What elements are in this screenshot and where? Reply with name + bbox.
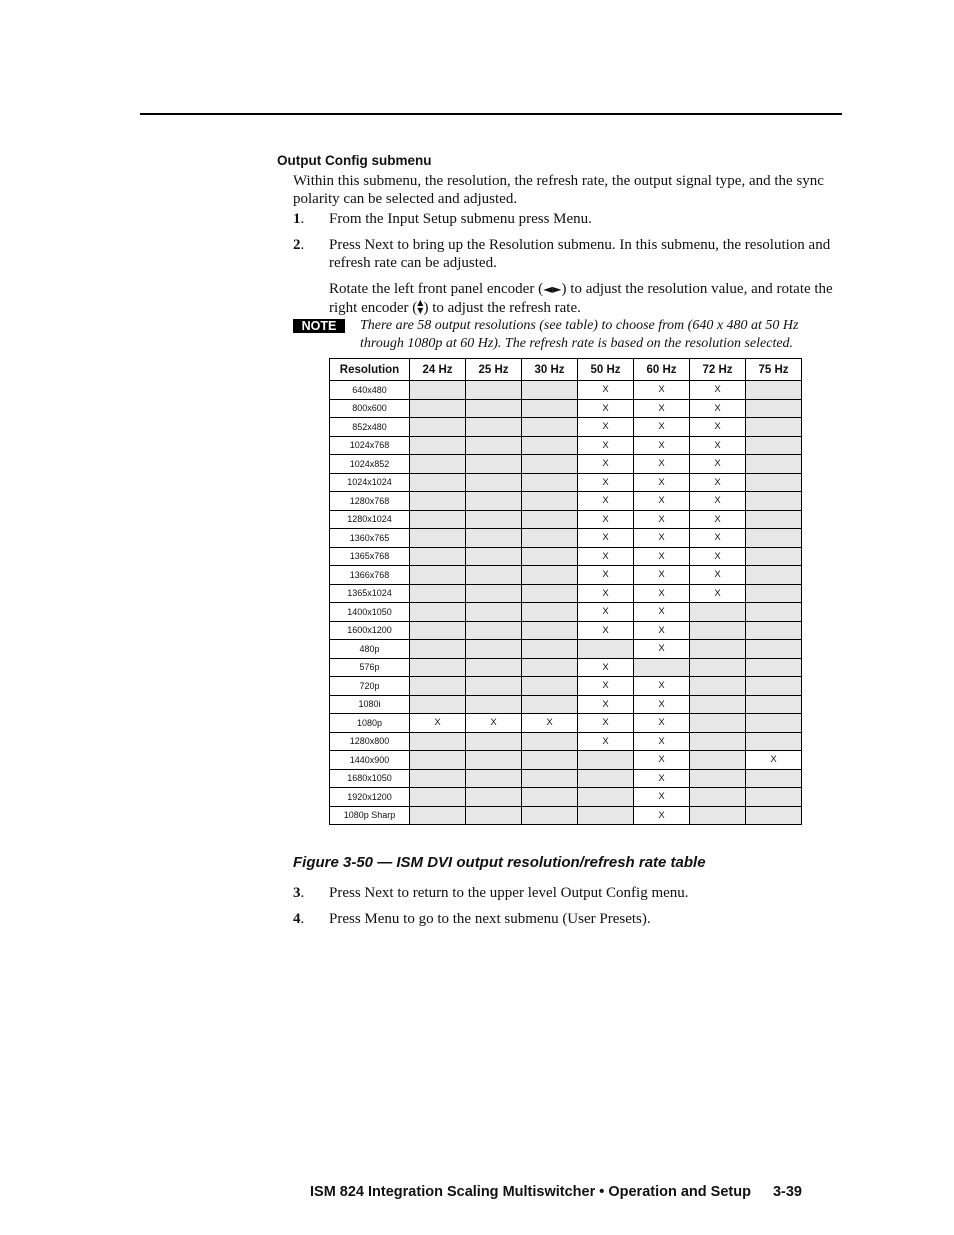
rate-cell	[466, 381, 522, 400]
rate-cell	[522, 436, 578, 455]
rate-cell	[522, 695, 578, 714]
rate-cell	[746, 510, 802, 529]
rate-cell: X	[634, 695, 690, 714]
resolution-cell: 1080i	[330, 695, 410, 714]
resolution-cell: 1440x900	[330, 751, 410, 770]
rate-cell: X	[578, 584, 634, 603]
rate-cell	[522, 751, 578, 770]
table-header-row	[330, 359, 802, 381]
rate-cell: X	[634, 455, 690, 474]
rate-cell: X	[522, 714, 578, 733]
table-row	[330, 732, 802, 751]
rate-cell	[746, 658, 802, 677]
rate-cell: X	[690, 436, 746, 455]
rate-cell: X	[634, 566, 690, 585]
rate-cell: X	[578, 455, 634, 474]
rate-cell	[466, 677, 522, 696]
table-row	[330, 603, 802, 622]
table-row	[330, 714, 802, 733]
rate-cell: X	[634, 399, 690, 418]
resolution-cell: 1024x852	[330, 455, 410, 474]
page-number: 3-39	[772, 1184, 802, 1200]
table-row	[330, 695, 802, 714]
rate-cell	[410, 732, 466, 751]
rate-cell	[746, 473, 802, 492]
header-resolution: Resolution	[330, 359, 410, 381]
rate-cell	[522, 732, 578, 751]
rate-cell: X	[634, 473, 690, 492]
table-row	[330, 455, 802, 474]
step-text: Press Next to return to the upper level Output Config menu.	[329, 885, 689, 901]
rate-cell	[746, 788, 802, 807]
rate-cell: X	[578, 473, 634, 492]
up-arrow-icon: ▲	[417, 298, 424, 307]
rate-cell: X	[690, 566, 746, 585]
rate-cell: X	[634, 769, 690, 788]
rate-cell: X	[578, 381, 634, 400]
rate-cell	[466, 806, 522, 825]
rate-cell: X	[578, 436, 634, 455]
rate-cell	[410, 621, 466, 640]
resolution-cell: 1080p	[330, 714, 410, 733]
table-row	[330, 751, 802, 770]
rate-cell	[522, 658, 578, 677]
header-refresh-rate: 30 Hz	[522, 359, 578, 381]
rate-cell	[466, 547, 522, 566]
table-row	[330, 806, 802, 825]
rate-cell: X	[578, 677, 634, 696]
rate-cell	[522, 769, 578, 788]
rate-cell	[634, 658, 690, 677]
resolution-cell: 1400x1050	[330, 603, 410, 622]
rate-cell	[410, 695, 466, 714]
rate-cell: X	[578, 695, 634, 714]
rate-cell	[746, 695, 802, 714]
table-row	[330, 492, 802, 511]
rate-cell	[690, 751, 746, 770]
step-text: Press Menu to go to the next submenu (User Presets).	[329, 911, 651, 927]
rate-cell	[522, 584, 578, 603]
rate-cell	[410, 529, 466, 548]
table-row	[330, 547, 802, 566]
down-arrow-icon: ▼	[417, 306, 424, 315]
rate-cell	[578, 788, 634, 807]
rate-cell: X	[578, 529, 634, 548]
rate-cell	[522, 677, 578, 696]
rate-cell	[690, 603, 746, 622]
rate-cell	[522, 473, 578, 492]
resolution-cell: 1360x765	[330, 529, 410, 548]
rate-cell	[410, 436, 466, 455]
table-row	[330, 436, 802, 455]
rate-cell	[690, 695, 746, 714]
rate-cell	[690, 714, 746, 733]
rate-cell	[410, 547, 466, 566]
rate-cell: X	[578, 492, 634, 511]
rate-cell: X	[690, 529, 746, 548]
resolution-cell: 1365x1024	[330, 584, 410, 603]
rate-cell	[522, 566, 578, 585]
header-refresh-rate: 50 Hz	[578, 359, 634, 381]
rate-cell: X	[690, 455, 746, 474]
rate-cell	[690, 658, 746, 677]
rate-cell	[746, 547, 802, 566]
table-row	[330, 418, 802, 437]
step-4: 4. Press Menu to go to the next submenu (User Presets).	[293, 910, 833, 928]
rate-cell	[522, 529, 578, 548]
rate-cell: X	[634, 529, 690, 548]
rate-cell	[522, 510, 578, 529]
rate-cell	[466, 695, 522, 714]
rate-cell	[690, 677, 746, 696]
rate-cell	[466, 603, 522, 622]
table-row	[330, 621, 802, 640]
rate-cell	[466, 566, 522, 585]
rate-cell	[578, 769, 634, 788]
rate-cell: X	[690, 492, 746, 511]
rate-cell	[466, 418, 522, 437]
rate-cell: X	[634, 732, 690, 751]
section-heading: Output Config submenu	[277, 153, 432, 168]
header-refresh-rate: 75 Hz	[746, 359, 802, 381]
rate-cell: X	[466, 714, 522, 733]
resolution-table	[329, 358, 802, 825]
resolution-cell: 576p	[330, 658, 410, 677]
rate-cell	[410, 603, 466, 622]
rate-cell	[746, 399, 802, 418]
table-row	[330, 510, 802, 529]
step-number: 4	[293, 911, 301, 927]
rate-cell	[466, 769, 522, 788]
rate-cell	[746, 381, 802, 400]
rate-cell	[466, 399, 522, 418]
rate-cell	[522, 788, 578, 807]
rate-cell: X	[634, 640, 690, 659]
rate-cell	[746, 584, 802, 603]
header-refresh-rate: 25 Hz	[466, 359, 522, 381]
rate-cell: X	[690, 418, 746, 437]
resolution-cell: 1365x768	[330, 547, 410, 566]
left-right-arrows-icon: ◄►	[543, 282, 562, 296]
rate-cell	[690, 732, 746, 751]
header-refresh-rate: 60 Hz	[634, 359, 690, 381]
table-row	[330, 640, 802, 659]
rate-cell	[746, 418, 802, 437]
rate-cell	[466, 455, 522, 474]
rate-cell	[522, 806, 578, 825]
rate-cell	[466, 510, 522, 529]
rate-cell	[690, 769, 746, 788]
rate-cell: X	[578, 510, 634, 529]
table-row	[330, 677, 802, 696]
rate-cell: X	[746, 751, 802, 770]
step-number: 3	[293, 885, 301, 901]
rate-cell	[522, 418, 578, 437]
rate-cell	[690, 621, 746, 640]
rotate-text-3: ) to adjust the refresh rate.	[423, 300, 581, 316]
table-row	[330, 529, 802, 548]
rate-cell	[466, 751, 522, 770]
rate-cell	[578, 751, 634, 770]
note-text: There are 58 output resolutions (see table) to choose from (640 x 480 at 50 Hz through 1080p at 60 Hz). The refresh rate is based on the resolution selected.	[360, 318, 799, 351]
rate-cell: X	[690, 584, 746, 603]
resolution-cell: 1024x768	[330, 436, 410, 455]
rate-cell	[522, 399, 578, 418]
rate-cell	[746, 677, 802, 696]
step-1: 1. From the Input Setup submenu press Menu.	[293, 210, 833, 228]
resolution-cell: 852x480	[330, 418, 410, 437]
rate-cell	[410, 566, 466, 585]
rate-cell	[746, 603, 802, 622]
table-row	[330, 381, 802, 400]
step-2: 2. Press Next to bring up the Resolution submenu. In this submenu, the resolution and refresh rate can be adjusted.	[293, 236, 833, 272]
rate-cell: X	[634, 381, 690, 400]
rotate-text-1: Rotate the left front panel encoder (	[329, 281, 544, 297]
resolution-cell: 1280x768	[330, 492, 410, 511]
rate-cell	[522, 603, 578, 622]
resolution-cell: 1024x1024	[330, 473, 410, 492]
table-row	[330, 566, 802, 585]
rate-cell: X	[578, 732, 634, 751]
rate-cell	[578, 806, 634, 825]
rate-cell: X	[690, 381, 746, 400]
table-row	[330, 473, 802, 492]
rate-cell: X	[578, 658, 634, 677]
resolution-cell: 1920x1200	[330, 788, 410, 807]
step-3: 3. Press Next to return to the upper level Output Config menu.	[293, 884, 833, 902]
table-row	[330, 584, 802, 603]
rate-cell	[410, 492, 466, 511]
rate-cell	[746, 732, 802, 751]
rate-cell: X	[634, 751, 690, 770]
rate-cell: X	[634, 547, 690, 566]
rate-cell	[410, 510, 466, 529]
rate-cell: X	[634, 584, 690, 603]
table-row	[330, 399, 802, 418]
rate-cell	[746, 436, 802, 455]
rate-cell: X	[578, 603, 634, 622]
rate-cell	[410, 658, 466, 677]
table-row	[330, 769, 802, 788]
resolution-cell: 1600x1200	[330, 621, 410, 640]
rate-cell	[410, 418, 466, 437]
rate-cell	[410, 751, 466, 770]
rotate-text-2: ) to adjust the resolution value, and rotate the right encoder (	[329, 281, 833, 316]
resolution-cell: 1280x800	[330, 732, 410, 751]
rate-cell: X	[634, 621, 690, 640]
rate-cell	[746, 769, 802, 788]
header-refresh-rate: 24 Hz	[410, 359, 466, 381]
rate-cell	[522, 381, 578, 400]
header-refresh-rate: 72 Hz	[690, 359, 746, 381]
rate-cell	[578, 640, 634, 659]
rate-cell: X	[634, 492, 690, 511]
rate-cell	[746, 529, 802, 548]
figure-caption: Figure 3-50 — ISM DVI output resolution/refresh rate table	[293, 854, 706, 871]
rate-cell	[466, 640, 522, 659]
rate-cell	[466, 621, 522, 640]
rate-cell	[466, 732, 522, 751]
table-row	[330, 788, 802, 807]
rate-cell	[746, 492, 802, 511]
rate-cell	[466, 492, 522, 511]
rate-cell	[410, 381, 466, 400]
rate-cell: X	[578, 621, 634, 640]
rate-cell	[522, 455, 578, 474]
rate-cell	[522, 492, 578, 511]
rate-cell: X	[690, 399, 746, 418]
rate-cell	[410, 455, 466, 474]
rate-cell	[522, 621, 578, 640]
resolution-cell: 1280x1024	[330, 510, 410, 529]
rate-cell: X	[634, 788, 690, 807]
rate-cell: X	[634, 436, 690, 455]
rate-cell	[690, 788, 746, 807]
rate-cell: X	[690, 547, 746, 566]
rate-cell	[522, 640, 578, 659]
rate-cell	[410, 788, 466, 807]
rate-cell	[690, 806, 746, 825]
rate-cell	[746, 806, 802, 825]
rate-cell: X	[578, 399, 634, 418]
rate-cell	[410, 584, 466, 603]
rate-cell: X	[634, 806, 690, 825]
rate-cell: X	[578, 566, 634, 585]
rate-cell	[466, 658, 522, 677]
step-text: From the Input Setup submenu press Menu.	[329, 211, 592, 227]
rate-cell	[410, 399, 466, 418]
rate-cell: X	[634, 418, 690, 437]
rate-cell	[746, 714, 802, 733]
rate-cell	[690, 640, 746, 659]
rate-cell	[410, 769, 466, 788]
resolution-cell: 800x600	[330, 399, 410, 418]
table-row	[330, 658, 802, 677]
header-rule	[140, 113, 842, 115]
note-badge: NOTE	[293, 319, 345, 333]
resolution-cell: 1680x1050	[330, 769, 410, 788]
step-number: 1	[293, 211, 301, 227]
rate-cell: X	[690, 473, 746, 492]
rate-cell	[466, 436, 522, 455]
rate-cell	[746, 621, 802, 640]
rate-cell: X	[634, 714, 690, 733]
page-footer	[310, 1184, 802, 1200]
rate-cell: X	[578, 547, 634, 566]
rate-cell	[746, 640, 802, 659]
rate-cell	[746, 455, 802, 474]
resolution-cell: 480p	[330, 640, 410, 659]
rate-cell	[466, 584, 522, 603]
step-text: Press Next to bring up the Resolution submenu. In this submenu, the resolution and refresh rate can be adjusted.	[329, 237, 831, 271]
rate-cell	[522, 547, 578, 566]
rate-cell	[410, 640, 466, 659]
intro-paragraph: Within this submenu, the resolution, the refresh rate, the output signal type, and the sync polarity can be selected and adjusted.	[293, 173, 824, 207]
resolution-cell: 1080p Sharp	[330, 806, 410, 825]
rate-cell: X	[634, 603, 690, 622]
resolution-cell: 1366x768	[330, 566, 410, 585]
rate-cell: X	[578, 714, 634, 733]
rate-cell	[410, 677, 466, 696]
rate-cell: X	[634, 677, 690, 696]
rotate-paragraph	[329, 280, 834, 318]
step-number: 2	[293, 237, 301, 253]
rate-cell	[410, 806, 466, 825]
rate-cell	[410, 473, 466, 492]
rate-cell: X	[578, 418, 634, 437]
rate-cell	[746, 566, 802, 585]
rate-cell: X	[410, 714, 466, 733]
resolution-cell: 720p	[330, 677, 410, 696]
rate-cell	[466, 473, 522, 492]
rate-cell: X	[634, 510, 690, 529]
rate-cell	[466, 788, 522, 807]
resolution-cell: 640x480	[330, 381, 410, 400]
rate-cell	[466, 529, 522, 548]
rate-cell: X	[690, 510, 746, 529]
footer-title: ISM 824 Integration Scaling Multiswitcher • Operation and Setup	[310, 1184, 751, 1200]
